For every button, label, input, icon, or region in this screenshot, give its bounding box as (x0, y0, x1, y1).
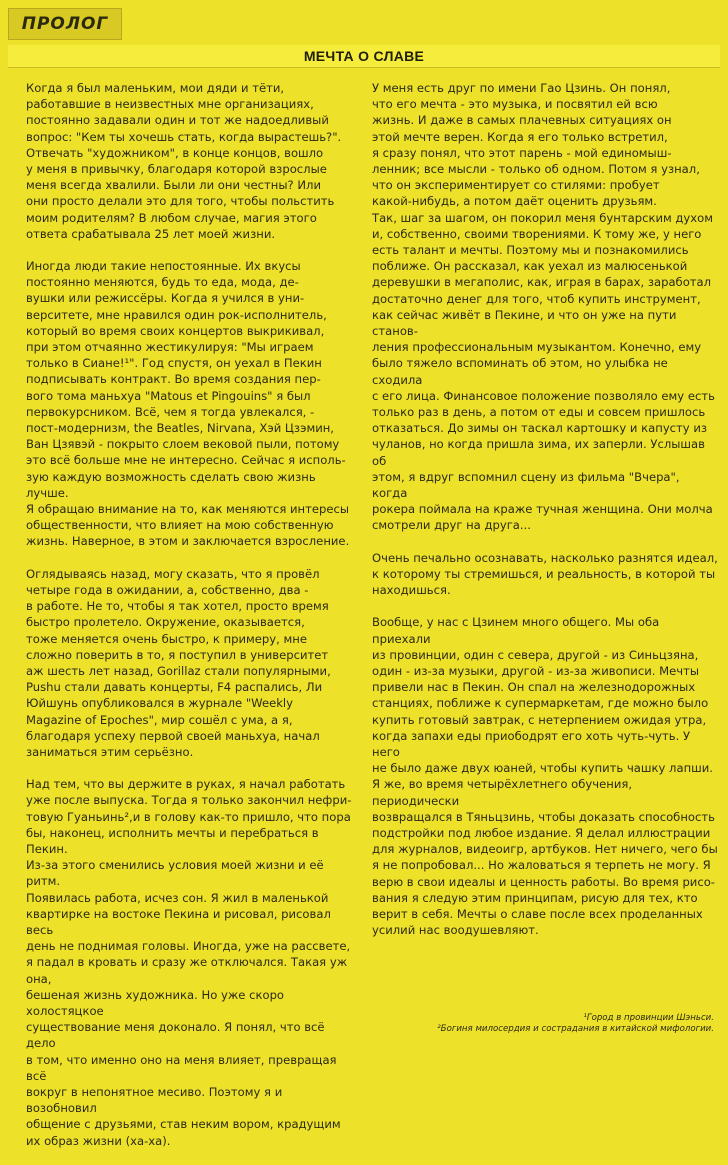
paragraph: Иногда люди такие непостоянные. Их вкусы постоянно меняются, будь то еда, мода, де- вушки или режиссёры. Когда я учился в уни- верситете, мне нравился один рок-исполнитель, который во время своих концертов выкрикивал, при этом отчаянно жестикулируя: "Мы играем только в Сиане!¹". Год спустя, он уехал в Пекин подписывать контракт. Во время создания пер- вого тома маньхуа "Matous et Pingouins" я был первокурсником. Всё, чем я тогда увлекался, - пост-модернизм, the Beatles, Nirvana, Хэй Цзэмин, Ван Цзявэй - покрыто слоем вековой пыли, потому это всё больше мне не интересно. Сейчас я исполь- зую каждую возможность сделать свою жизнь лучше. Я обращаю внимание на то, как меняются интересы общественности, что влияет на мою собственную жизнь. Наверное, в этом и заключается взросление. (26, 259, 350, 549)
article-title: МЕЧТА О СЛАВЕ (303, 48, 425, 64)
paragraph: У меня есть друг по имени Гао Цзинь. Он понял, что его мечта - это музыка, и посвятил ей всю жизнь. И даже в самых плачевных ситуациях он этой мечте верен. Когда я его только встретил, я сразу понял, что этот парень - мой единомыш- ленник; все мысли - только об одном. Потом я узнал, что он экспериментирует со стилями: пробует какой-нибудь, а потом даёт оценить друзьям. Так, шаг за шагом, он покорил меня бунтарским духом и, собственно, своими творениями. К тому же, у него есть талант и мечты. Поэтому мы и познакомились поближе. Он рассказал, как уехал из малюсенькой деревушки в мегаполис, как, играя в барах, заработал достаточно денег для того, чтоб купить инструмент, как сейчас живёт в Пекине, и что он уже на пути станов- ления профессиональным музыкантом. Конечно, ему было тяжело вспоминать об этом, но улыбка не сходила с его лица. Финансовое положение позволяло ему есть только раз в день, а потом от еды и совсем пришлось отказаться. До зимы он таскал картошку и капусту из чуланов, но когда пришла зима, их заперли. Услышав об этом, я вдруг вспомнил сцену из фильма "Вчера", когда рокера поймала на краже тучная женщина. Они молча смотрели друг на друга... (372, 81, 715, 533)
footnotes (437, 1013, 714, 1035)
paragraph: Очень печально осознавать, насколько разнятся идеал, к которому ты стремишься, и реальность, в которой ты находишься. (372, 550, 718, 598)
paragraph: Оглядываясь назад, могу сказать, что я провёл четыре года в ожидании, а, собственно, два - в работе. Не то, чтобы я так хотел, просто время быстро пролетело. Окружение, оказывается, тоже меняется очень быстро, к примеру, мне сложно поверить в то, я поступил в университет аж шесть лет назад, Gorillaz стали популярными, Pushu стали давать концерты, F4 распались, Ли Юйшунь опубликовался в журнале "Weekly Magazine of Epoches", мир сошёл с ума, а я, благодаря успеху первой своей маньхуа, начал заниматься этим серьёзно. (26, 566, 331, 759)
section-label: ПРОЛОГ (21, 14, 109, 34)
paragraph: Над тем, что вы держите в руках, я начал работать уже после выпуска. Тогда я только закончил нефри- товую Гуаньинь²,и в голову как-то пришло, что пора бы, наконец, исполнить мечты и перебраться в Пекин. Из-за этого сменились условия моей жизни и её ритм. Появилась работа, исчез сон. Я жил в маленькой квартирке на востоке Пекина и рисовал, рисовал весь день не поднимая головы. Иногда, уже на рассвете, я падал в кровать и сразу же отключался. Такая уж она, бешеная жизнь художника. Но уже скоро холостяцкое существование меня доконало. Я понял, что всё дело в том, что именно оно на меня влияет, превращая всё вокруг в непонятное месиво. Поэтому я и возобновил общение с друзьями, став неким вором, крадущим их образ жизни (ха-ха). (26, 777, 352, 1148)
paragraph: Когда я был маленьким, мои дяди и тёти, работавшие в неизвестных мне организациях, постоянно задавали один и тот же надоедливый вопрос: "Кем ты хочешь стать, когда вырастешь?". Отвечать "художником", в конце концов, вошло у меня в привычку, благодаря которой взрослые меня всегда хвалили. Были ли они честны? Или они просто делали это для того, чтобы польстить моим родителям? В любом случае, магия этого ответа срабатывала 25 лет моей жизни. (26, 81, 342, 241)
paragraph: Вообще, у нас с Цзинем много общего. Мы оба приехали из провинции, один с севера, другой - из Синьцзяна, один - из-за музыки, другой - из-за живописи. Мечты привели нас в Пекин. Он спал на железнодорожных станциях, поближе к супермаркетам, где можно было купить готовый завтрак, с нетерпением ожидая утра, когда запахи еды приободрят его хоть чуть-чуть. У него не было даже двух юаней, чтобы купить чашку лапши. Я же, во время четырёхлетнего обучения, периодически возвращался в Тяньцзинь, чтобы доказать способность подстройки под любое издание. Я делал иллюстрации для журналов, видеоигр, артбуков. Нет ничего, чего бы я не попробовал... Но жаловаться я терпеть не могу. Я верю в свои идеалы и ценность работы. Во время рисо- вания я следую этим принципам, рисую для тех, кто верит в себя. Мечты о славе после всех проделанных усилий нас воодушевляют. (372, 615, 718, 938)
footnote: ²Богиня милосердия и сострадания в китайской мифологии. (437, 1024, 714, 1034)
footnote: ¹Город в провинции Шэньси. (583, 1013, 714, 1023)
left-text-column (26, 80, 356, 1165)
right-text-column (372, 80, 718, 954)
article-title-bar (8, 45, 720, 68)
section-tab (8, 8, 122, 40)
